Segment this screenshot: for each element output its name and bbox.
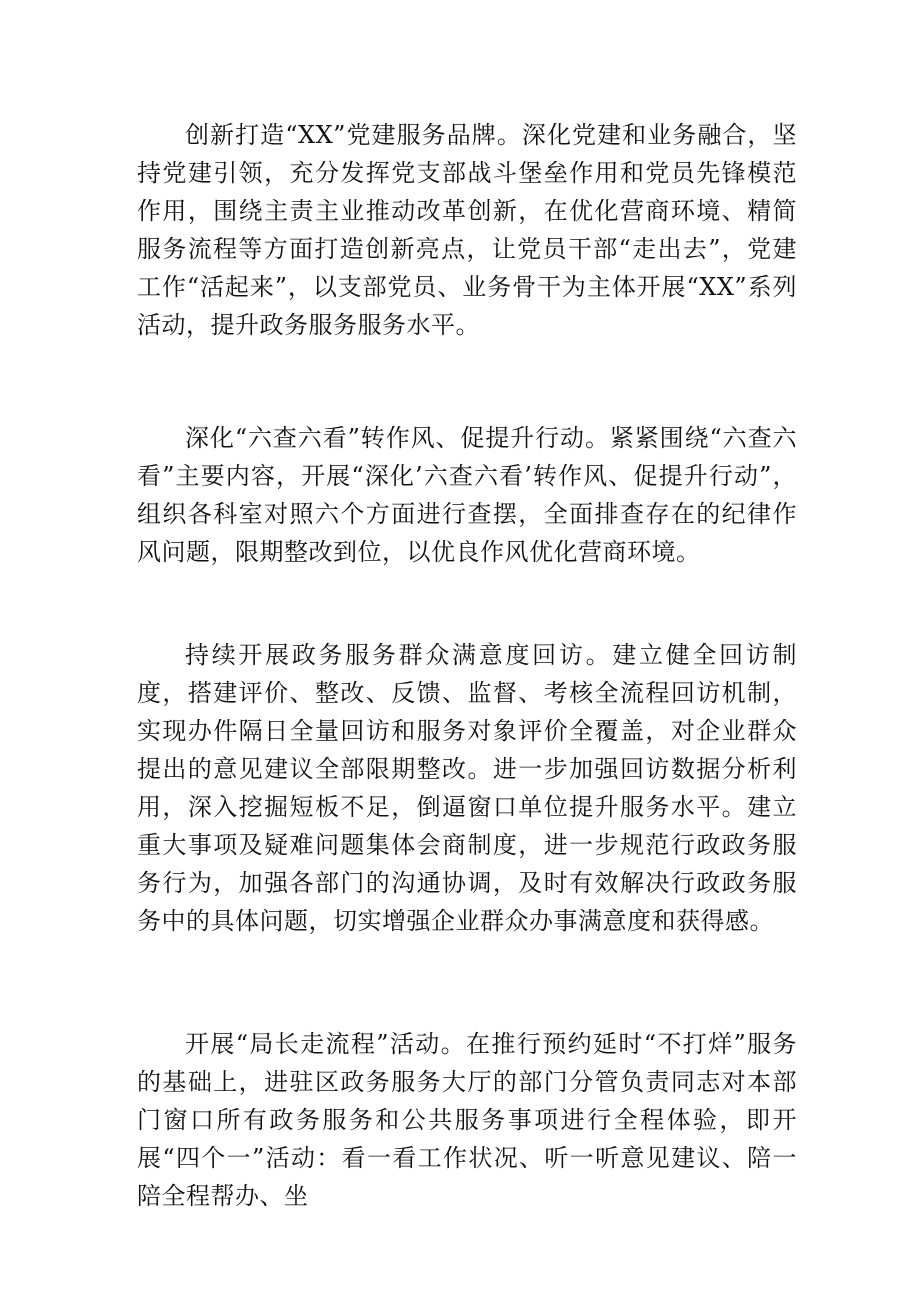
paragraph-six-checks-six-looks: 深化“六查六看”转作风、促提升行动。紧紧围绕“六查六看”主要内容，开展“深化’六查六看’转作风、促提升行动”，组织各科室对照六个方面进行查摆，全面排查存在的纪律作风问题，限期整改到位，以优良作风优化营商环境。 [137, 424, 797, 566]
paragraph-director-walk-through: 开展“局长走流程”活动。在推行预约延时“不打烊”服务的基础上，进驻区政务服务大厅的部门分管负责同志对本部门窗口所有政务服务和公共服务事项进行全程体验，即开展“四个一”活动：看一看工作状况、听一听意见建议、陪一陪全程帮办、坐 [137, 1030, 797, 1210]
paragraph-satisfaction-follow-up: 持续开展政务服务群众满意度回访。建立健全回访制度，搭建评价、整改、反馈、监督、考核全流程回访机制，实现办件隔日全量回访和服务对象评价全覆盖，对企业群众提出的意见建议全部限期整改。进一步加强回访数据分析利用，深入挖掘短板不足，倒逼窗口单位提升服务水平。建立重大事项及疑难问题集体会商制度，进一步规范行政政务服务行为，加强各部门的沟通协调，及时有效解决行政政务服务中的具体问题，切实增强企业群众办事满意度和获得感。 [137, 641, 797, 935]
paragraph-party-building-brand: 创新打造“XX”党建服务品牌。深化党建和业务融合，坚持党建引领，充分发挥党支部战斗堡垒作用和党员先锋模范作用，围绕主责主业推动改革创新，在优化营商环境、精简服务流程等方面打造创新亮点，让党员干部“走出去”，党建工作“活起来”，以支部党员、业务骨干为主体开展“XX”系列活动，提升政务服务服务水平。 [137, 121, 797, 339]
